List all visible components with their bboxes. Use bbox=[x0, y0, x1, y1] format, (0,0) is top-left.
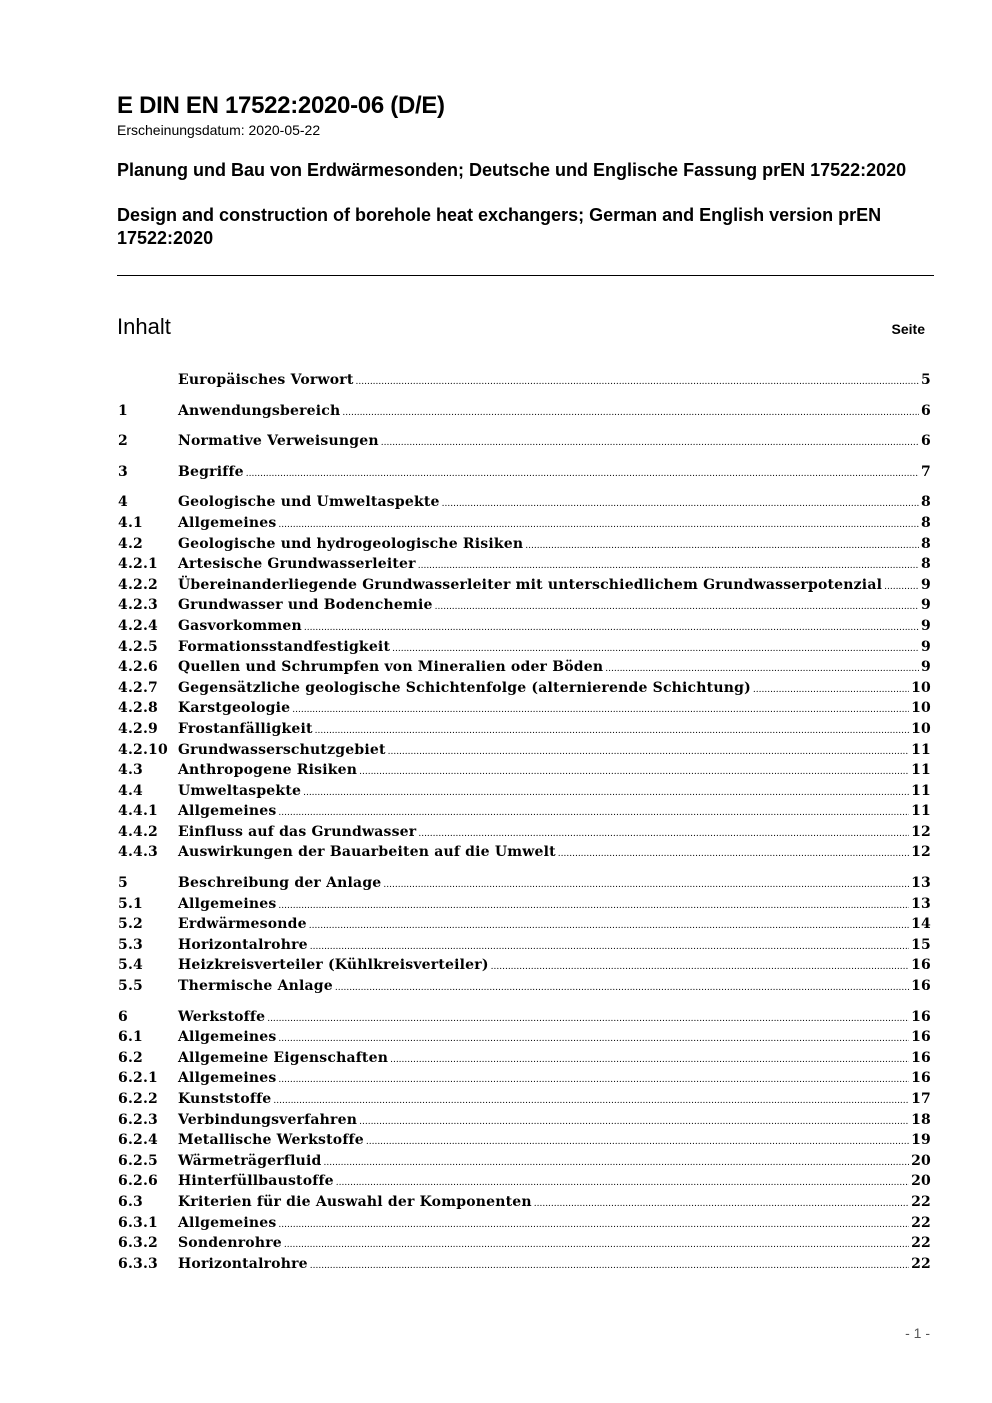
toc-leader-dots bbox=[390, 1050, 909, 1066]
toc-leader-dots bbox=[278, 803, 909, 819]
toc-entry-number: 6.2.5 bbox=[118, 1152, 158, 1169]
toc-entry-page: 6 bbox=[921, 433, 931, 450]
toc-leader-dots bbox=[342, 403, 919, 419]
toc-entry-page: 16 bbox=[911, 978, 931, 995]
toc-entry[interactable] bbox=[118, 783, 931, 804]
toc-entry-title: Übereinanderliegende Grundwasserleiter mit unterschiedlichem Grundwasserpotenzial bbox=[178, 576, 883, 593]
toc-leader-dots bbox=[310, 937, 909, 953]
toc-entry-number: 4.2.10 bbox=[118, 741, 168, 758]
toc-entry-page: 9 bbox=[921, 576, 931, 593]
toc-leader-dots bbox=[284, 1235, 909, 1251]
toc-entry-page: 8 bbox=[921, 556, 931, 573]
toc-entry-title: Europäisches Vorwort bbox=[178, 372, 354, 388]
toc-entry-title: Geologische und hydrogeologische Risiken bbox=[178, 535, 524, 552]
toc-entry[interactable] bbox=[118, 618, 931, 639]
toc-leader-dots bbox=[558, 844, 909, 860]
toc-entry-page: 17 bbox=[911, 1091, 931, 1107]
toc-entry-title: Allgemeines bbox=[178, 1070, 277, 1087]
toc-entry-title: Formationsstandfestigkeit bbox=[178, 638, 391, 655]
toc-entry-page: 8 bbox=[921, 535, 931, 552]
toc-entry-page: 6 bbox=[921, 402, 931, 419]
toc-entry-page: 9 bbox=[921, 597, 931, 614]
toc-entry-number: 6.2.6 bbox=[118, 1173, 158, 1190]
toc-entry-page: 10 bbox=[911, 720, 931, 737]
toc-entry-number: 5.4 bbox=[118, 957, 143, 974]
toc-entry[interactable] bbox=[118, 403, 931, 424]
toc-entry-number: 4.1 bbox=[118, 514, 143, 531]
toc-entry-title: Sondenrohre bbox=[178, 1235, 282, 1252]
toc-leader-dots bbox=[335, 978, 909, 994]
toc-entry-title: Begriffe bbox=[178, 463, 244, 480]
toc-entry-title: Grundwasserschutzgebiet bbox=[178, 741, 386, 758]
toc-entry[interactable] bbox=[118, 1009, 931, 1030]
toc-entry[interactable] bbox=[118, 494, 931, 515]
toc-leader-dots bbox=[246, 464, 919, 480]
toc-entry-page: 12 bbox=[911, 823, 931, 840]
toc-entry-title: Anthropogene Risiken bbox=[178, 762, 358, 779]
toc-leader-dots bbox=[381, 433, 919, 449]
toc-entry-page: 22 bbox=[911, 1255, 931, 1272]
toc-entry[interactable] bbox=[118, 1050, 931, 1071]
toc-entry-page: 22 bbox=[911, 1235, 931, 1252]
toc-entry-number: 5.5 bbox=[118, 978, 143, 995]
toc-entry-number: 4.2.1 bbox=[118, 556, 158, 573]
toc-entry-title: Kunststoffe bbox=[178, 1091, 272, 1107]
toc-leader-dots bbox=[392, 639, 919, 655]
toc-entry[interactable] bbox=[118, 556, 931, 577]
toc-entry-title: Horizontalrohre bbox=[178, 936, 308, 953]
toc-entry-title: Thermische Anlage bbox=[178, 978, 333, 995]
toc-entry-title: Beschreibung der Anlage bbox=[178, 875, 382, 892]
toc-leader-dots bbox=[278, 515, 919, 531]
toc-entry-title: Geologische und Umweltaspekte bbox=[178, 494, 440, 511]
toc-entry-page: 11 bbox=[911, 741, 931, 758]
toc-entry[interactable] bbox=[118, 597, 931, 618]
toc-entry-page: 10 bbox=[911, 700, 931, 717]
toc-entry-page: 10 bbox=[911, 679, 931, 696]
toc-entry-page: 7 bbox=[921, 463, 931, 480]
toc-entry-title: Gasvorkommen bbox=[178, 617, 302, 634]
toc-entry-title: Allgemeines bbox=[178, 803, 277, 820]
toc-leader-dots bbox=[383, 875, 909, 891]
toc-entry-page: 22 bbox=[911, 1193, 931, 1210]
toc-entry-number: 4.2.7 bbox=[118, 679, 158, 696]
table-of-contents bbox=[118, 372, 931, 1276]
publication-date: Erscheinungsdatum: 2020-05-22 bbox=[117, 122, 321, 138]
toc-entry[interactable] bbox=[118, 875, 931, 896]
toc-entry-number: 6.3.2 bbox=[118, 1235, 158, 1252]
toc-entry-page: 16 bbox=[911, 1008, 931, 1025]
toc-entry-number: 4.4.1 bbox=[118, 803, 158, 820]
toc-entry-number: 5.2 bbox=[118, 916, 143, 933]
toc-leader-dots bbox=[315, 721, 909, 737]
toc-entry[interactable] bbox=[118, 1173, 931, 1194]
toc-entry-title: Frostanfälligkeit bbox=[178, 720, 313, 737]
toc-entry-page: 20 bbox=[911, 1152, 931, 1169]
toc-entry-title: Anwendungsbereich bbox=[178, 402, 341, 419]
toc-entry-number: 6.2.2 bbox=[118, 1091, 158, 1107]
toc-entry[interactable] bbox=[118, 659, 931, 680]
toc-entry-page: 16 bbox=[911, 1029, 931, 1046]
toc-entry[interactable] bbox=[118, 916, 931, 937]
toc-entry[interactable] bbox=[118, 700, 931, 721]
toc-entry-page: 19 bbox=[911, 1132, 931, 1149]
toc-entry-number: 4.3 bbox=[118, 762, 143, 779]
toc-leader-dots bbox=[359, 762, 909, 778]
toc-entry-number: 6.2.4 bbox=[118, 1132, 158, 1149]
toc-entry-page: 13 bbox=[911, 875, 931, 892]
toc-entry-page: 8 bbox=[921, 514, 931, 531]
toc-leader-dots bbox=[491, 957, 909, 973]
toc-entry-title: Allgemeines bbox=[178, 1214, 277, 1231]
toc-entry-number: 5.3 bbox=[118, 936, 143, 953]
toc-entry[interactable] bbox=[118, 639, 931, 660]
toc-leader-dots bbox=[388, 742, 910, 758]
toc-leader-dots bbox=[534, 1194, 909, 1210]
toc-entry[interactable] bbox=[118, 957, 931, 978]
toc-leader-dots bbox=[278, 896, 909, 912]
toc-leader-dots bbox=[366, 1132, 909, 1148]
toc-entry[interactable] bbox=[118, 1091, 931, 1112]
toc-entry[interactable] bbox=[118, 1215, 931, 1236]
toc-entry[interactable] bbox=[118, 1194, 931, 1215]
toc-page-label: Seite bbox=[891, 321, 925, 337]
toc-leader-dots bbox=[753, 680, 909, 696]
toc-leader-dots bbox=[267, 1009, 909, 1025]
toc-entry[interactable] bbox=[118, 372, 931, 393]
toc-entry-page: 9 bbox=[921, 638, 931, 655]
toc-entry-title: Artesische Grundwasserleiter bbox=[178, 556, 416, 573]
toc-entry-page: 9 bbox=[921, 617, 931, 634]
toc-entry-number: 4 bbox=[118, 494, 128, 511]
toc-entry-number: 6.2 bbox=[118, 1049, 143, 1066]
toc-leader-dots bbox=[292, 700, 909, 716]
toc-leader-dots bbox=[278, 1070, 909, 1086]
toc-entry-number: 6.2.3 bbox=[118, 1111, 158, 1128]
toc-entry-title: Hinterfüllbaustoffe bbox=[178, 1173, 334, 1190]
toc-entry-page: 13 bbox=[911, 895, 931, 912]
toc-entry-number: 2 bbox=[118, 433, 128, 450]
toc-entry[interactable] bbox=[118, 1256, 931, 1277]
toc-entry-number: 6.3.1 bbox=[118, 1214, 158, 1231]
toc-entry-number: 4.2.2 bbox=[118, 576, 158, 593]
toc-leader-dots bbox=[278, 1029, 909, 1045]
toc-entry-number: 3 bbox=[118, 463, 128, 480]
toc-entry-page: 9 bbox=[921, 659, 931, 676]
toc-entry-page: 11 bbox=[911, 762, 931, 779]
toc-heading: Inhalt bbox=[117, 314, 171, 339]
toc-entry-title: Karstgeologie bbox=[178, 700, 291, 717]
toc-entry-title: Erdwärmesonde bbox=[178, 916, 307, 933]
toc-entry-number: 6.3 bbox=[118, 1193, 143, 1210]
toc-entry[interactable] bbox=[118, 1235, 931, 1256]
toc-entry-title: Horizontalrohre bbox=[178, 1255, 308, 1272]
toc-entry-number: 6.3.3 bbox=[118, 1255, 158, 1272]
toc-entry-number: 4.2.8 bbox=[118, 700, 158, 717]
toc-entry-title: Grundwasser und Bodenchemie bbox=[178, 597, 433, 614]
toc-entry[interactable] bbox=[118, 464, 931, 485]
toc-entry-page: 16 bbox=[911, 957, 931, 974]
toc-entry-title: Allgemeines bbox=[178, 895, 277, 912]
toc-entry-number: 4.2.9 bbox=[118, 720, 158, 737]
toc-entry[interactable] bbox=[118, 762, 931, 783]
toc-entry-number: 5.1 bbox=[118, 895, 143, 912]
toc-entry-number: 6.1 bbox=[118, 1029, 143, 1046]
toc-entry-page: 22 bbox=[911, 1214, 931, 1231]
toc-entry-page: 14 bbox=[911, 916, 931, 933]
toc-entry[interactable] bbox=[118, 937, 931, 958]
toc-entry-number: 4.4.3 bbox=[118, 844, 158, 861]
toc-entry[interactable] bbox=[118, 803, 931, 824]
toc-entry-page: 8 bbox=[921, 494, 931, 511]
toc-leader-dots bbox=[605, 659, 919, 675]
toc-leader-dots bbox=[304, 618, 919, 634]
toc-entry-title: Einfluss auf das Grundwasser bbox=[178, 823, 417, 840]
toc-leader-dots bbox=[303, 783, 909, 799]
toc-entry[interactable] bbox=[118, 844, 931, 865]
toc-leader-dots bbox=[525, 536, 919, 552]
toc-leader-dots bbox=[435, 597, 919, 613]
toc-entry-title: Heizkreisverteiler (Kühlkreisverteiler) bbox=[178, 957, 489, 974]
header-divider bbox=[117, 275, 934, 276]
toc-entry-page: 16 bbox=[911, 1070, 931, 1087]
toc-entry-title: Gegensätzliche geologische Schichtenfolge (alternierende Schichtung) bbox=[178, 679, 751, 696]
document-title: E DIN EN 17522:2020-06 (D/E) bbox=[117, 92, 445, 119]
title-german: Planung und Bau von Erdwärmesonden; Deutsche und Englische Fassung prEN 17522:2020 bbox=[117, 160, 907, 180]
toc-leader-dots bbox=[324, 1153, 910, 1169]
toc-entry-title: Quellen und Schrumpfen von Mineralien oder Böden bbox=[178, 659, 604, 676]
toc-entry-title: Normative Verweisungen bbox=[178, 433, 379, 450]
toc-entry-title: Umweltaspekte bbox=[178, 782, 302, 799]
toc-leader-dots bbox=[442, 494, 919, 510]
toc-entry[interactable] bbox=[118, 1070, 931, 1091]
toc-entry[interactable] bbox=[118, 742, 931, 763]
toc-entry[interactable] bbox=[118, 721, 931, 742]
document-header bbox=[117, 92, 935, 250]
toc-entry-number: 6 bbox=[118, 1008, 128, 1025]
toc-leader-dots bbox=[278, 1215, 909, 1231]
toc-entry-number: 1 bbox=[118, 402, 128, 419]
toc-entry-page: 12 bbox=[911, 844, 931, 861]
toc-entry-number: 4.2 bbox=[118, 535, 143, 552]
toc-entry-page: 20 bbox=[911, 1173, 931, 1190]
toc-entry[interactable] bbox=[118, 1112, 931, 1133]
toc-entry-number: 4.4 bbox=[118, 782, 143, 799]
page-number: - 1 - bbox=[905, 1325, 930, 1341]
toc-leader-dots bbox=[418, 556, 919, 572]
toc-entry-number: 5 bbox=[118, 875, 128, 892]
toc-entry-page: 16 bbox=[911, 1049, 931, 1066]
toc-entry-page: 18 bbox=[911, 1111, 931, 1128]
toc-leader-dots bbox=[356, 372, 920, 388]
toc-leader-dots bbox=[336, 1173, 909, 1189]
toc-entry-title: Allgemeine Eigenschaften bbox=[178, 1049, 389, 1066]
toc-entry[interactable] bbox=[118, 824, 931, 845]
toc-entry[interactable] bbox=[118, 1153, 931, 1174]
toc-leader-dots bbox=[884, 577, 919, 593]
toc-entry[interactable] bbox=[118, 680, 931, 701]
toc-entry[interactable] bbox=[118, 536, 931, 557]
toc-entry-number: 4.2.3 bbox=[118, 597, 158, 614]
toc-entry-number: 6.2.1 bbox=[118, 1070, 158, 1087]
toc-entry-number: 4.2.4 bbox=[118, 617, 158, 634]
toc-entry-number: 4.4.2 bbox=[118, 823, 158, 840]
toc-entry-title: Allgemeines bbox=[178, 514, 277, 531]
title-english: Design and construction of borehole heat exchangers; German and English version prEN 17522:2020 bbox=[117, 205, 882, 248]
toc-entry-page: 11 bbox=[911, 803, 931, 820]
toc-entry[interactable] bbox=[118, 1132, 931, 1153]
toc-leader-dots bbox=[273, 1091, 909, 1107]
toc-leader-dots bbox=[310, 1256, 909, 1272]
toc-entry-page: 11 bbox=[911, 782, 931, 799]
toc-entry-title: Metallische Werkstoffe bbox=[178, 1132, 364, 1149]
toc-leader-dots bbox=[359, 1112, 909, 1128]
toc-entry-number: 4.2.6 bbox=[118, 659, 158, 676]
toc-entry[interactable] bbox=[118, 896, 931, 917]
toc-entry-title: Werkstoffe bbox=[178, 1008, 266, 1025]
toc-entry-number: 4.2.5 bbox=[118, 638, 158, 655]
toc-entry[interactable] bbox=[118, 433, 931, 454]
toc-entry-title: Verbindungsverfahren bbox=[178, 1111, 358, 1128]
toc-entry[interactable] bbox=[118, 978, 931, 999]
toc-entry-page: 15 bbox=[911, 936, 931, 953]
toc-entry-title: Allgemeines bbox=[178, 1029, 277, 1046]
toc-leader-dots bbox=[309, 916, 909, 932]
toc-entry-title: Wärmeträgerfluid bbox=[178, 1152, 322, 1169]
toc-entry[interactable] bbox=[118, 515, 931, 536]
toc-entry-title: Auswirkungen der Bauarbeiten auf die Umwelt bbox=[178, 844, 556, 861]
toc-leader-dots bbox=[418, 824, 909, 840]
toc-entry[interactable] bbox=[118, 1029, 931, 1050]
toc-entry-page: 5 bbox=[921, 372, 931, 388]
toc-entry-title: Kriterien für die Auswahl der Komponenten bbox=[178, 1193, 532, 1210]
toc-entry[interactable] bbox=[118, 577, 931, 598]
